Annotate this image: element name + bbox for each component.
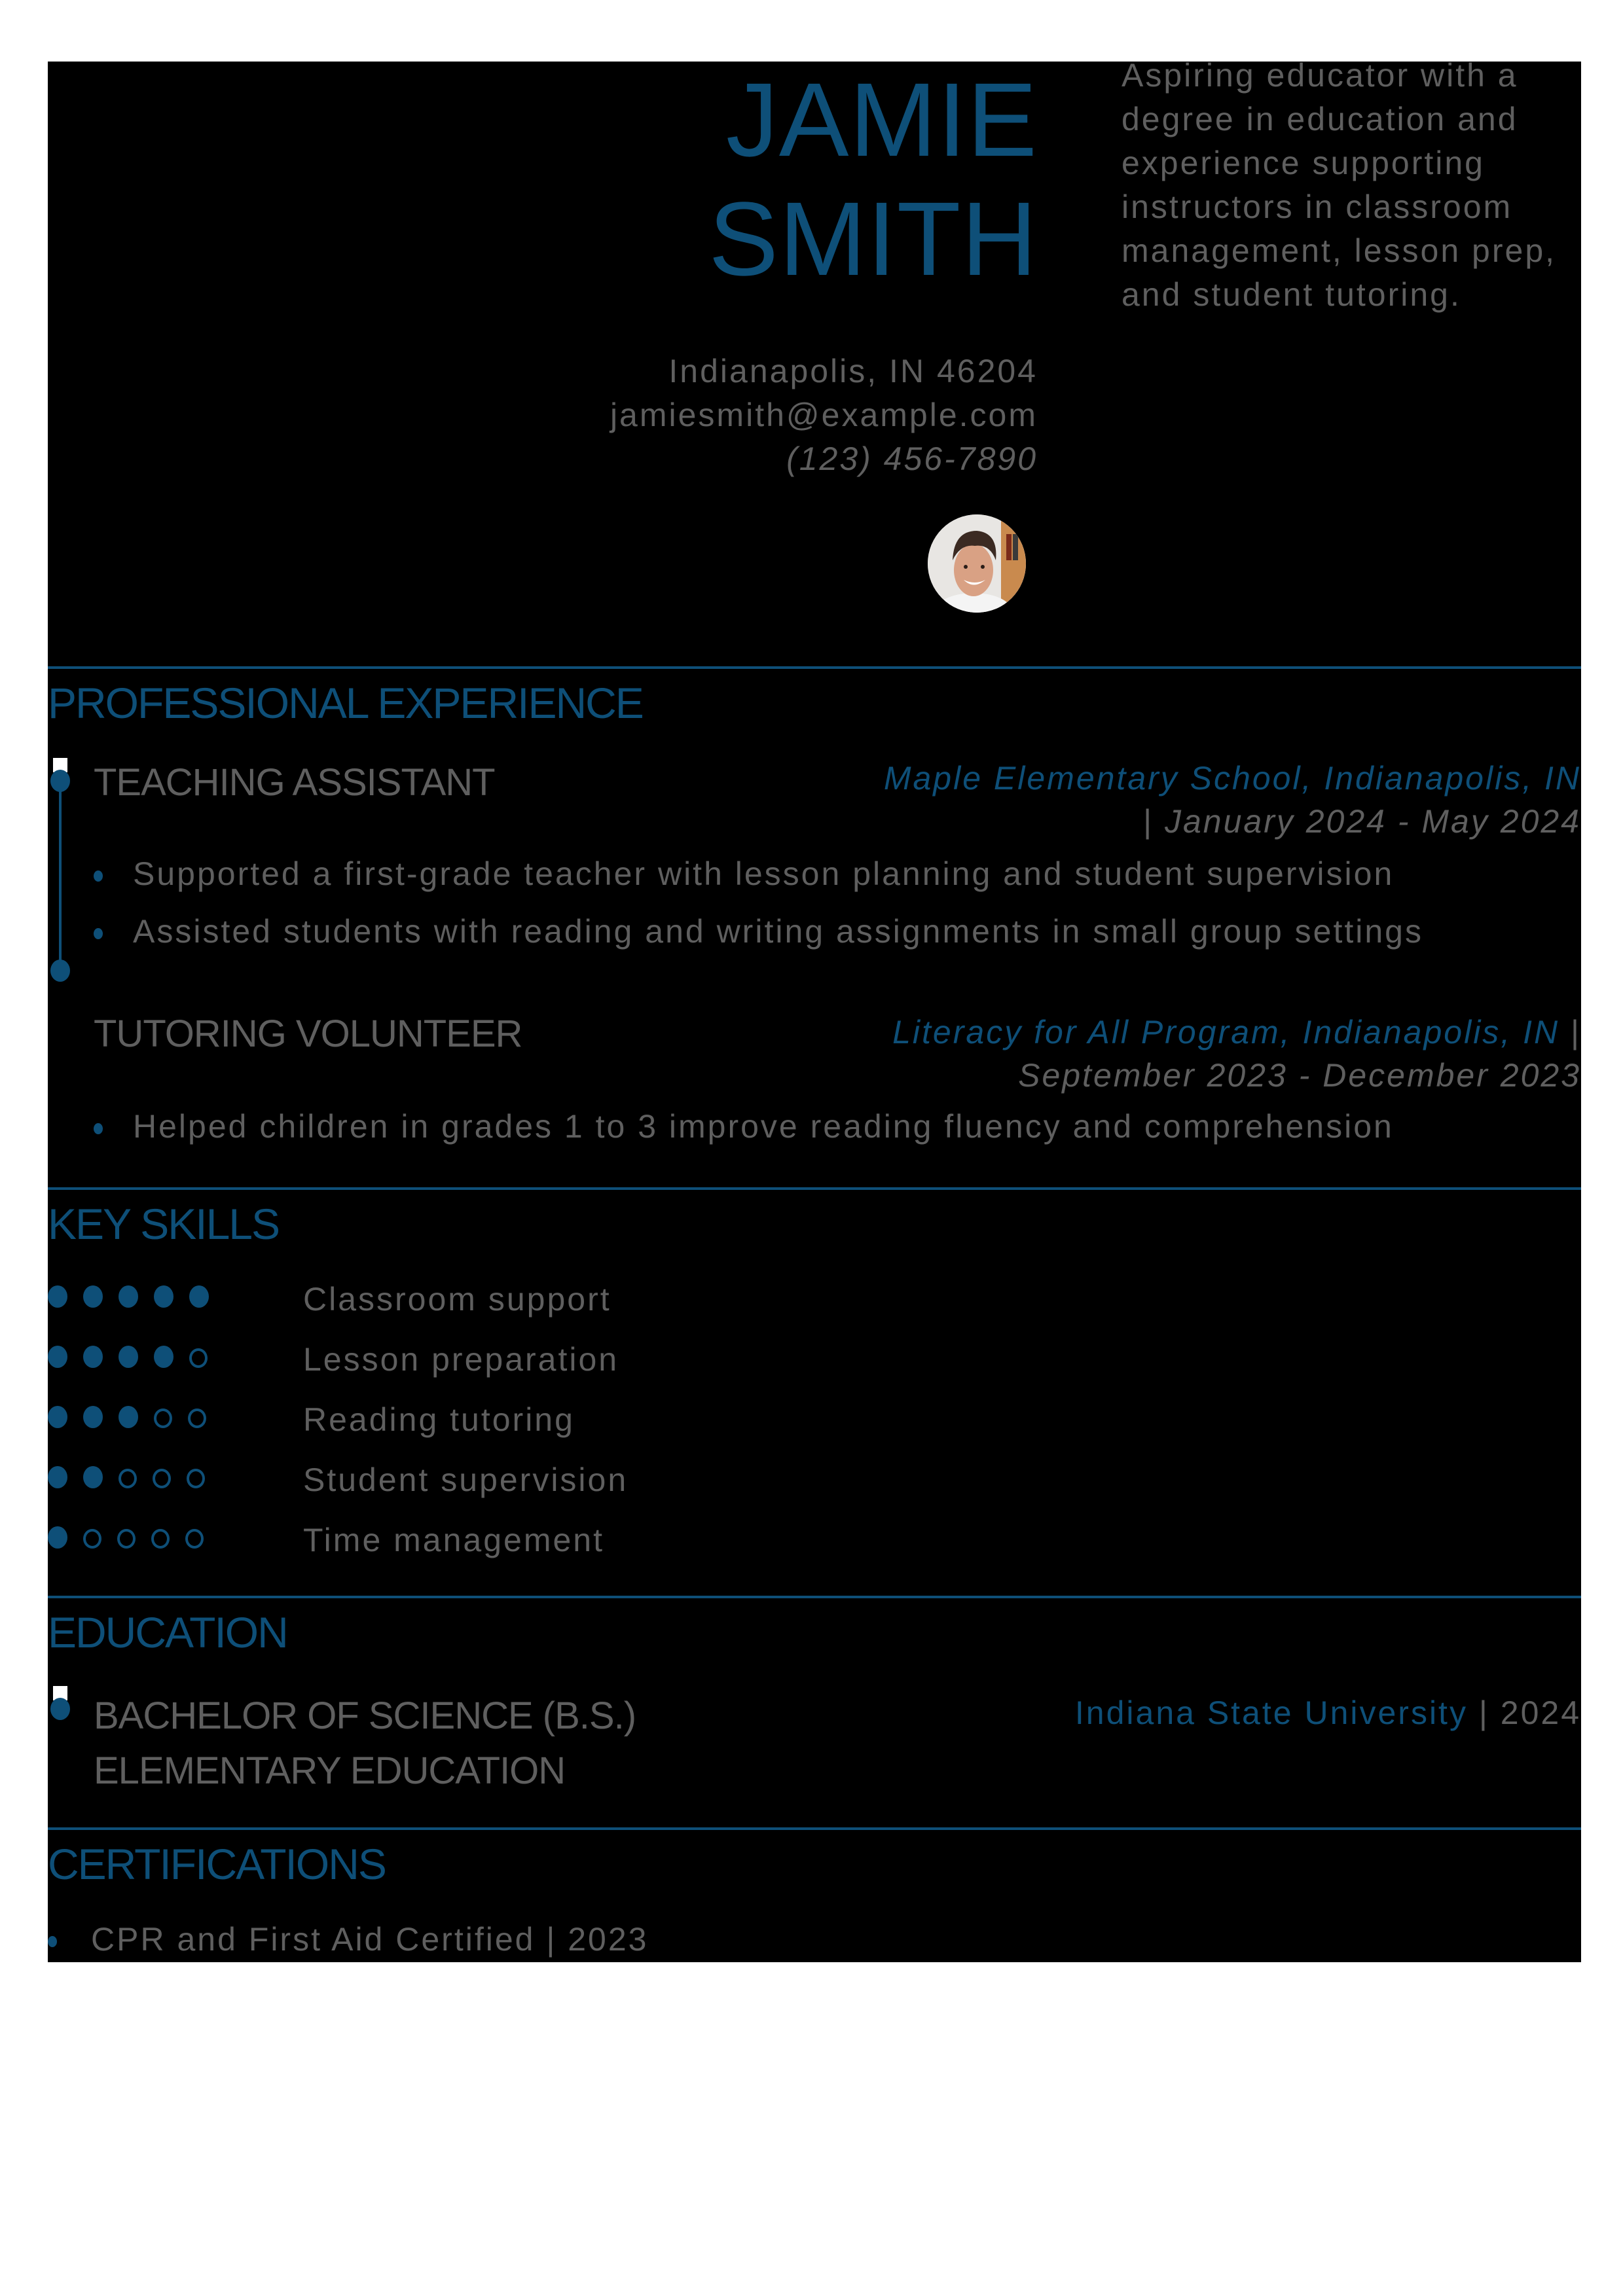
bullet-text: Helped children in grades 1 to 3 improve reading fluency and comprehension xyxy=(133,1108,1394,1145)
skill-rating xyxy=(48,1346,223,1371)
skill-rating xyxy=(48,1285,225,1311)
skill-label: Classroom support xyxy=(303,1281,611,1318)
list-item xyxy=(94,1107,1394,1145)
candidate-name xyxy=(708,60,1038,298)
last-name: SMITH xyxy=(708,180,1038,297)
summary-line: management, lesson prep, xyxy=(1122,232,1557,269)
rating-dot-filled-icon xyxy=(119,1406,138,1428)
avatar-icon xyxy=(928,514,1026,613)
job-org-row xyxy=(892,1011,1581,1054)
timeline-line xyxy=(59,781,62,971)
rating-dot-empty-icon xyxy=(185,1529,204,1549)
rating-dot-empty-icon xyxy=(119,1469,137,1488)
bullet-icon xyxy=(94,1123,103,1134)
rating-dot-empty-icon xyxy=(187,1469,205,1488)
degree-title: BACHELOR OF SCIENCE (B.S.) xyxy=(94,1695,636,1737)
separator: | xyxy=(546,1921,557,1958)
bullet-text: Supported a first-grade teacher with lesson planning and student supervision xyxy=(133,855,1395,892)
skill-label: Time management xyxy=(303,1522,604,1558)
rating-dot-filled-icon xyxy=(83,1406,103,1428)
job-meta xyxy=(892,1011,1581,1097)
job-title: TUTORING VOLUNTEER xyxy=(94,1013,522,1055)
skill-label: Reading tutoring xyxy=(303,1401,575,1438)
degree-major: ELEMENTARY EDUCATION xyxy=(94,1749,566,1792)
separator: | xyxy=(1571,1014,1581,1050)
rating-dot-filled-icon xyxy=(83,1466,103,1488)
job-dates: January 2024 - May 2024 xyxy=(1164,803,1581,840)
rating-dot-filled-icon xyxy=(48,1406,67,1428)
rating-dot-empty-icon xyxy=(117,1529,136,1549)
job-dates-row xyxy=(884,800,1581,843)
rating-dot-filled-icon xyxy=(119,1346,138,1368)
bullet-icon xyxy=(48,1936,57,1947)
resume-page xyxy=(48,57,1581,1962)
skill-rating xyxy=(48,1406,222,1431)
timeline-dot-icon xyxy=(50,1698,70,1720)
skill-label: Student supervision xyxy=(303,1462,629,1498)
rating-dot-filled-icon xyxy=(119,1285,138,1308)
summary-line: degree in education and xyxy=(1122,101,1518,137)
job-meta xyxy=(884,757,1581,843)
skill-rating xyxy=(48,1466,221,1492)
profile-summary xyxy=(1122,54,1580,317)
summary-line: and student tutoring. xyxy=(1122,276,1461,313)
education-meta xyxy=(1075,1691,1581,1734)
rating-dot-filled-icon xyxy=(48,1285,67,1308)
phone-number: (123) 456-7890 xyxy=(786,440,1038,477)
rating-dot-empty-icon xyxy=(154,1408,172,1428)
rating-dot-empty-icon xyxy=(188,1408,206,1428)
rating-dot-empty-icon xyxy=(153,1469,171,1488)
separator: | xyxy=(1478,1695,1489,1731)
job-org: Literacy for All Program, Indianapolis, IN xyxy=(892,1014,1560,1050)
certification-year: 2023 xyxy=(568,1921,649,1958)
job-dates: September 2023 - December 2023 xyxy=(1018,1057,1581,1094)
rating-dot-filled-icon xyxy=(83,1346,103,1368)
section-divider xyxy=(48,1187,1581,1190)
section-divider xyxy=(48,1827,1581,1830)
rating-dot-filled-icon xyxy=(189,1285,209,1308)
rating-dot-empty-icon xyxy=(189,1348,208,1368)
location: Indianapolis, IN 46204 xyxy=(668,353,1038,389)
bullet-text: Assisted students with reading and writing assignments in small group settings xyxy=(133,913,1423,950)
list-item xyxy=(94,855,1394,893)
contact-info xyxy=(610,350,1038,481)
timeline-dot-icon xyxy=(50,960,70,982)
separator: | xyxy=(1143,803,1154,840)
summary-line: experience supporting xyxy=(1122,145,1485,181)
skill-rating xyxy=(48,1526,219,1552)
section-title-skills: KEY SKILLS xyxy=(48,1200,280,1248)
summary-line: Aspiring educator with a xyxy=(1122,57,1518,94)
job-title: TEACHING ASSISTANT xyxy=(94,761,495,804)
profile-photo xyxy=(928,514,1026,613)
rating-dot-empty-icon xyxy=(151,1529,170,1549)
rating-dot-empty-icon xyxy=(83,1529,101,1549)
section-divider xyxy=(48,666,1581,669)
skill-label: Lesson preparation xyxy=(303,1341,619,1378)
rating-dot-filled-icon xyxy=(48,1466,67,1488)
section-title-certifications: CERTIFICATIONS xyxy=(48,1840,386,1888)
first-name: JAMIE xyxy=(725,61,1038,178)
graduation-year: 2024 xyxy=(1500,1695,1581,1731)
rating-dot-filled-icon xyxy=(48,1346,67,1368)
rating-dot-filled-icon xyxy=(154,1346,173,1368)
list-item xyxy=(48,1920,648,1958)
certification-name: CPR and First Aid Certified xyxy=(91,1921,536,1958)
rating-dot-filled-icon xyxy=(48,1526,67,1549)
rating-dot-filled-icon xyxy=(154,1285,173,1308)
bullet-icon xyxy=(94,870,103,882)
section-title-education: EDUCATION xyxy=(48,1608,287,1657)
section-divider xyxy=(48,1596,1581,1598)
summary-line: instructors in classroom xyxy=(1122,188,1513,225)
job-org: Maple Elementary School, Indianapolis, IN xyxy=(883,760,1581,797)
list-item xyxy=(94,912,1423,950)
section-title-experience: PROFESSIONAL EXPERIENCE xyxy=(48,679,643,727)
email-link[interactable]: jamiesmith@example.com xyxy=(610,397,1038,433)
bullet-icon xyxy=(94,928,103,939)
rating-dot-filled-icon xyxy=(83,1285,103,1308)
school-name: Indiana State University xyxy=(1074,1695,1468,1731)
